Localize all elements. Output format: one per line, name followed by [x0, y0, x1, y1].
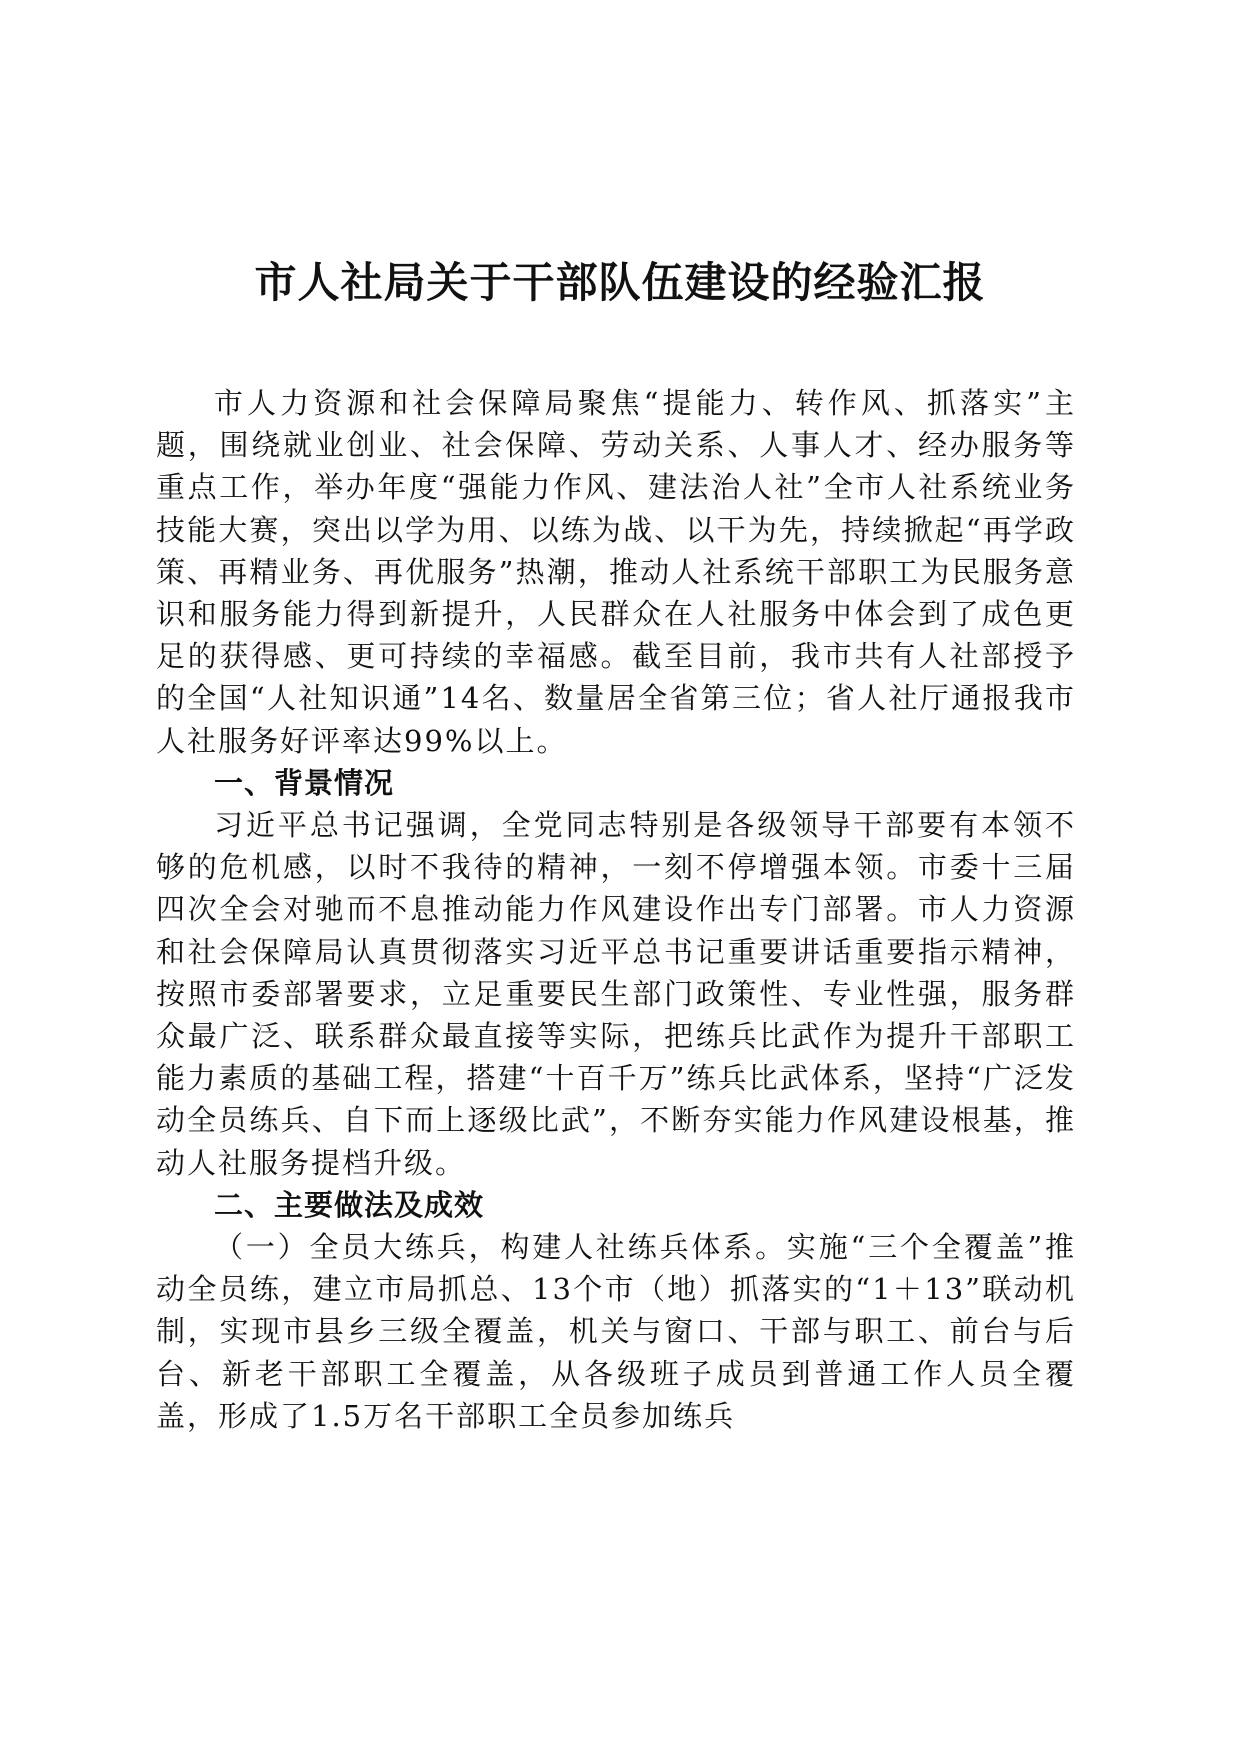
- document-title: 市人社局关于干部队伍建设的经验汇报: [254, 258, 986, 307]
- background-paragraph: 习近平总书记强调，全党同志特别是各级领导干部要有本领不够的危机感，以时不我待的精神，一刻不停增强本领。市委十三届四次全会对驰而不息推动能力作风建设作出专门部署。市人力资源和社会保障局认真贯彻落实习近平总书记重要讲话重要指示精神，按照市委部署要求，立足重要民生部门政策性、专业性强，服务群众最广泛、联系群众最直接等实际，把练兵比武作为提升干部职工能力素质的基础工程，搭建“十百千万”练兵比武体系，坚持“广泛发动全员练兵、自下而上逐级比武”，不断夯实能力作风建设根基，推动人社服务提档升级。: [156, 808, 1076, 1180]
- main-practices-paragraph: （一）全员大练兵，构建人社练兵体系。实施“三个全覆盖”推动全员练，建立市局抓总、13个市（地）抓落实的“1＋13”联动机制，实现市县乡三级全覆盖，机关与窗口、干部与职工、前台与后台、新老干部职工全覆盖，从各级班子成员到普通工作人员全覆盖，形成了1.5万名干部职工全员参加练兵: [156, 1230, 1076, 1433]
- document-body: [156, 382, 1076, 1437]
- intro-paragraph: 市人力资源和社会保障局聚焦“提能力、转作风、抓落实”主题，围绕就业创业、社会保障、劳动关系、人事人才、经办服务等重点工作，举办年度“强能力作风、建法治人社”全市人社系统业务技能大赛，突出以学为用、以练为战、以干为先，持续掀起“再学政策、再精业务、再优服务”热潮，推动人社系统干部职工为民服务意识和服务能力得到新提升，人民群众在人社服务中体会到了成色更足的获得感、更可持续的幸福感。截至目前，我市共有人社部授予的全国“人社知识通”14名、数量居全省第三位；省人社厅通报我市人社服务好评率达99%以上。: [156, 386, 1076, 758]
- section-heading-main-practices: 二、主要做法及成效: [214, 1187, 485, 1222]
- section-heading-background: 一、背景情况: [214, 765, 395, 800]
